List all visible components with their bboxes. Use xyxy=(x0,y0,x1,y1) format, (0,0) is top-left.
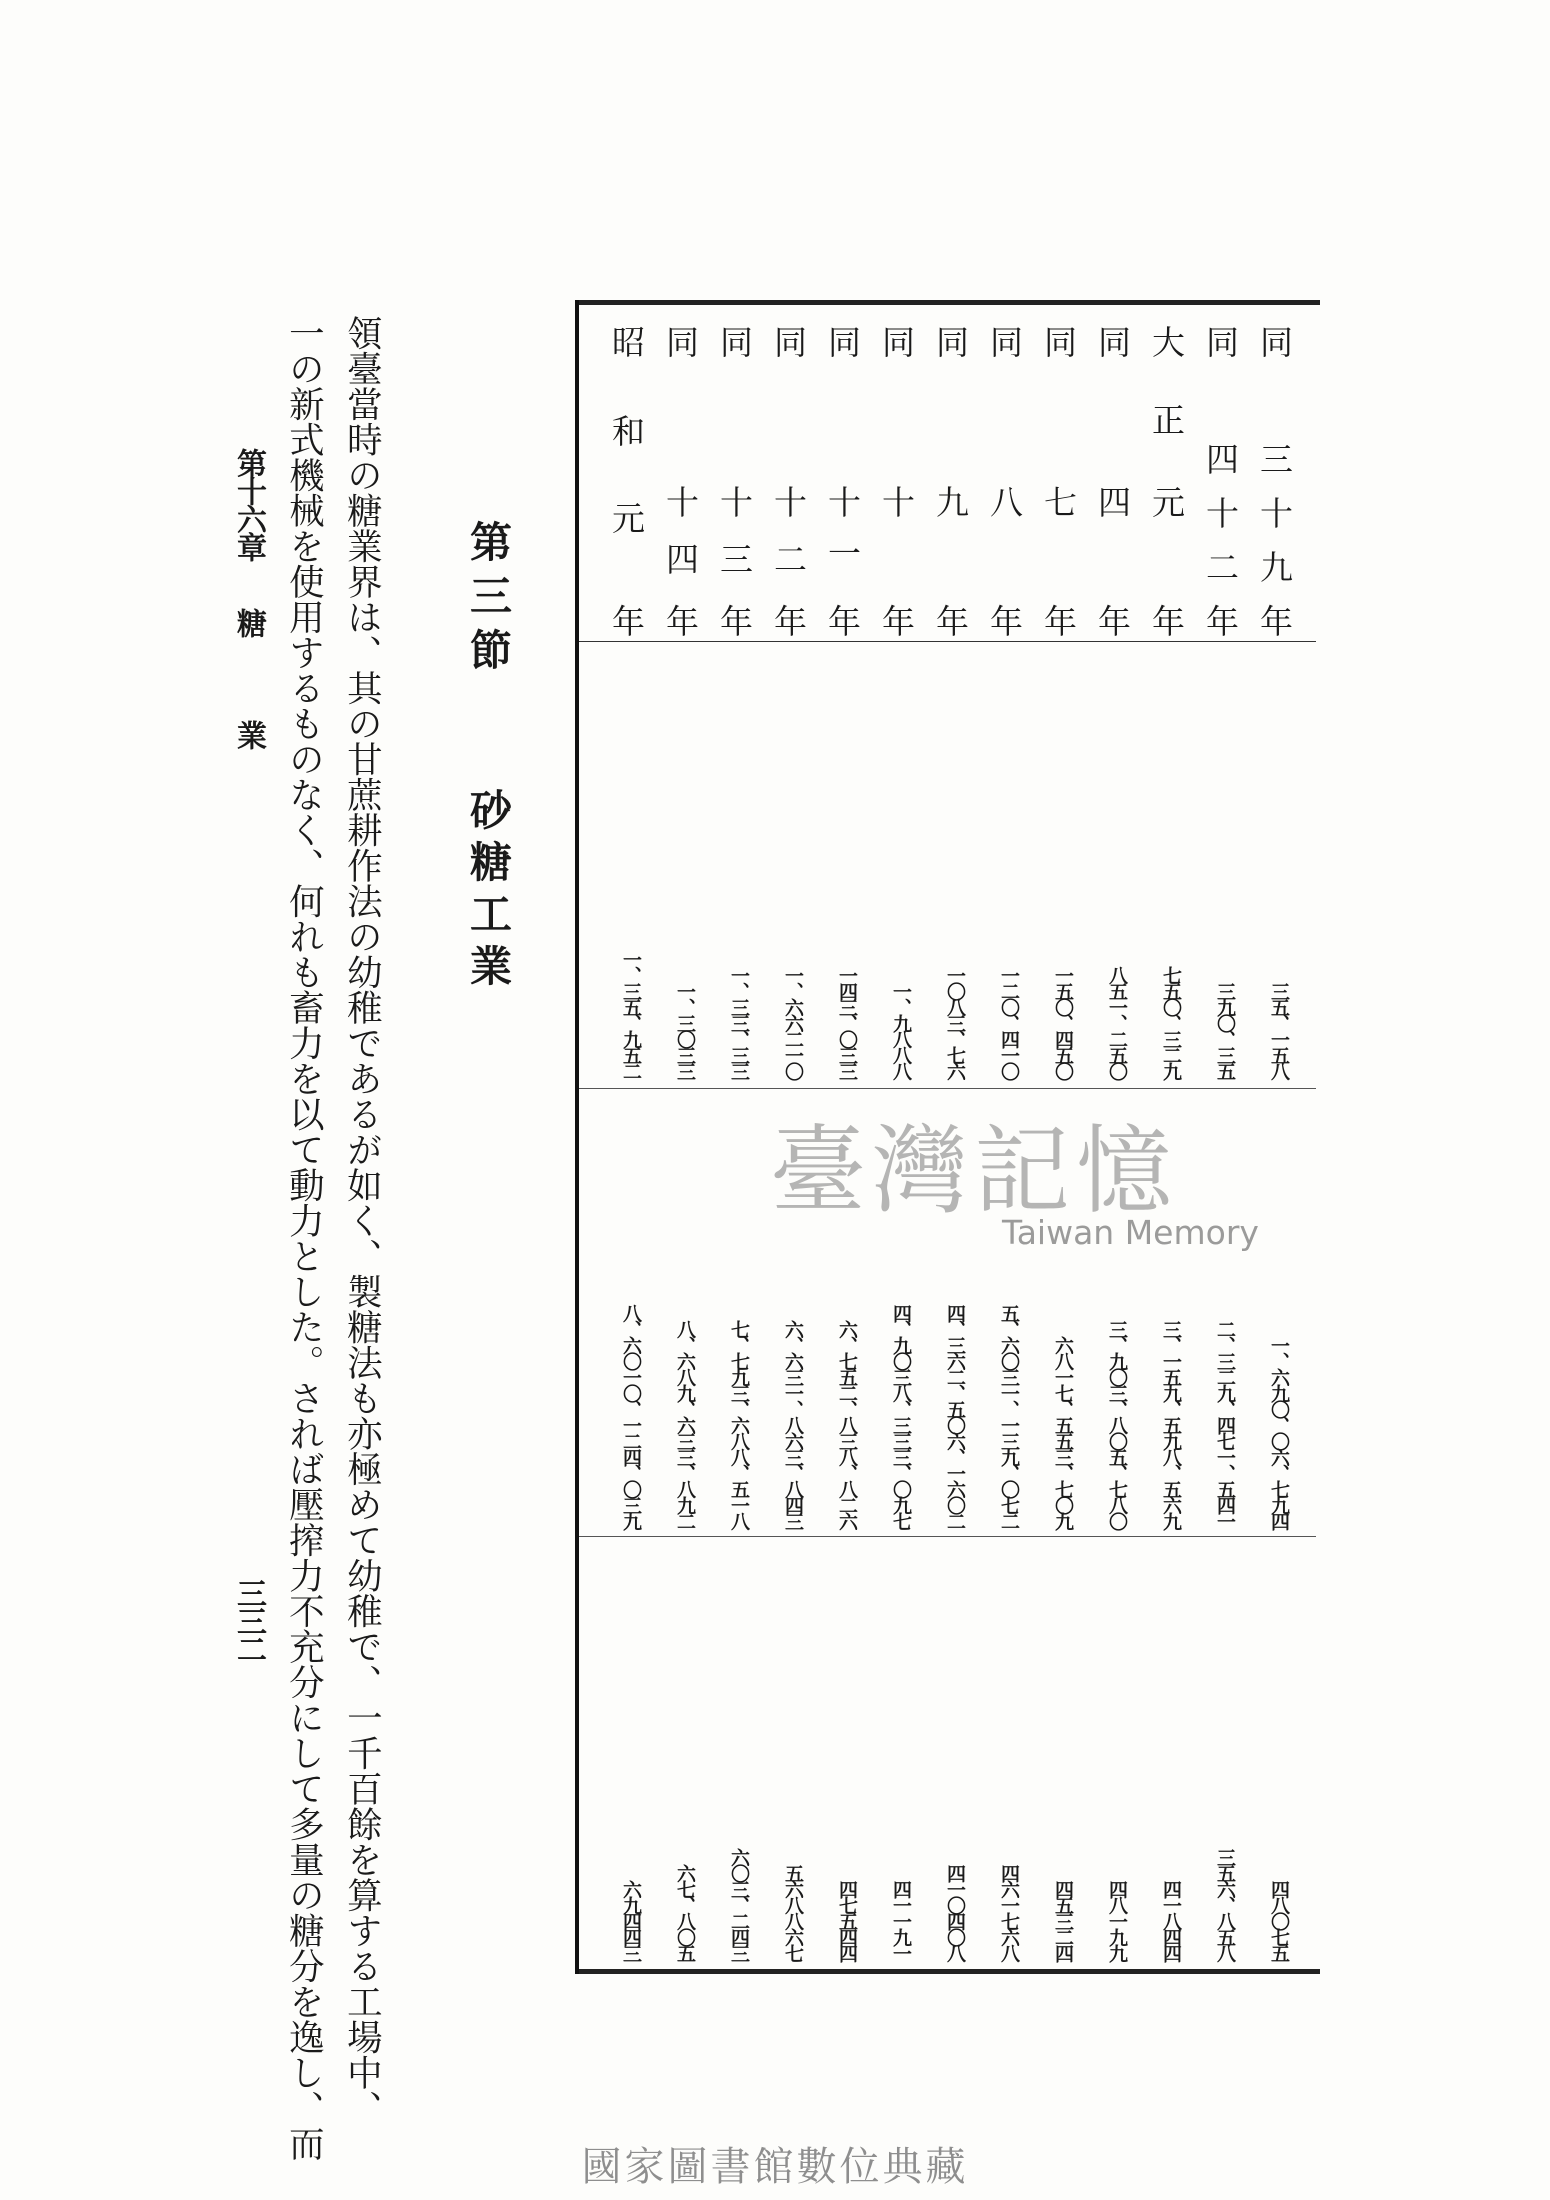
year-char: 三 xyxy=(1255,442,1294,475)
table-cell: 四五三二四 xyxy=(1052,1880,1074,1960)
year-char: 正 xyxy=(1147,403,1186,436)
year-char: 九 xyxy=(931,485,970,518)
year-char: 十 xyxy=(769,485,808,518)
year-char: 同 xyxy=(1039,325,1078,358)
year-char: 一 xyxy=(823,536,862,569)
table-row-year xyxy=(985,318,1040,638)
year-char: 年 xyxy=(1201,604,1240,637)
year-char: 和 xyxy=(607,414,646,447)
table-cell: 一二〇、四一〇 xyxy=(998,966,1020,1078)
table-row-year xyxy=(931,318,986,638)
section-title: 砂糖工業 xyxy=(464,788,513,996)
year-char: 同 xyxy=(931,325,970,358)
table-cell: 一五〇、四五〇 xyxy=(1052,966,1074,1078)
year-char: 同 xyxy=(661,325,700,358)
page-number: 三三二 xyxy=(231,1578,266,1662)
year-char: 年 xyxy=(931,604,970,637)
year-char: 年 xyxy=(985,604,1024,637)
table-cell: 一四三、〇三三 xyxy=(836,966,858,1078)
table-cell: 四一〇四〇八 xyxy=(944,1864,966,1960)
running-head-topic: 糖 xyxy=(231,608,266,638)
year-char: 二 xyxy=(1201,550,1240,583)
year-char: 年 xyxy=(1255,604,1294,637)
year-char: 年 xyxy=(715,604,754,637)
year-char: 七 xyxy=(1039,485,1078,518)
watermark xyxy=(770,1095,1259,1265)
table-cell: 三、一五九、五九八、五六九 xyxy=(1160,1320,1182,1528)
table-row-year xyxy=(1039,318,1094,638)
table-cell: 六九四四三 xyxy=(620,1880,642,1960)
table-cell: 一、九八八八 xyxy=(890,982,912,1078)
table-row-year xyxy=(661,318,716,638)
year-char: 同 xyxy=(985,325,1024,358)
year-char: 十 xyxy=(877,485,916,518)
table-top-rule xyxy=(575,300,1320,305)
year-char: 年 xyxy=(877,604,916,637)
year-char: 同 xyxy=(715,325,754,358)
year-char: 十 xyxy=(661,485,700,518)
table-cell: 八、六八九、六三三、八九二 xyxy=(674,1320,696,1528)
table-row-year xyxy=(877,318,932,638)
year-char: 十 xyxy=(1201,496,1240,529)
table-cell: 一、三五、九五二 xyxy=(620,950,642,1078)
table-cell: 一、三〇三三 xyxy=(674,982,696,1078)
year-char: 同 xyxy=(1255,325,1294,358)
year-char: 年 xyxy=(607,604,646,637)
table-cell: 五六八八六七 xyxy=(782,1864,804,1960)
table-row-year xyxy=(1201,318,1256,638)
table-cell: 四一八四四 xyxy=(1160,1880,1182,1960)
running-head-topic: 業 xyxy=(231,720,266,750)
chapter-running-head: 第十六章 xyxy=(231,448,266,560)
column-divider-1 xyxy=(579,1088,1316,1089)
table-row-year xyxy=(1093,318,1148,638)
year-char: 十 xyxy=(1255,496,1294,529)
table-row-year xyxy=(769,318,824,638)
year-char: 大 xyxy=(1147,325,1186,358)
year-char: 八 xyxy=(985,485,1024,518)
table-cell: 一、三三、三三 xyxy=(728,966,750,1078)
year-char: 元 xyxy=(607,501,646,534)
table-cell: 四八一九九 xyxy=(1106,1880,1128,1960)
table-cell: 三、九〇三、八〇五、七八〇 xyxy=(1106,1320,1128,1528)
table-cell: 四、三六二、五〇六、一六〇二 xyxy=(944,1304,966,1528)
table-cell: 八五一、二五〇 xyxy=(1106,966,1128,1078)
year-char: 同 xyxy=(877,325,916,358)
year-char: 四 xyxy=(661,542,700,575)
watermark-title: 臺灣記憶 xyxy=(770,1115,1178,1227)
table-cell: 一、六六二一〇 xyxy=(782,966,804,1078)
table-row-year xyxy=(1147,318,1202,638)
year-char: 九 xyxy=(1255,550,1294,583)
table-cell: 三五、一五八 xyxy=(1268,982,1290,1078)
table-left-rule xyxy=(575,300,579,1974)
table-cell: 六、七五二、八三八、八二六 xyxy=(836,1320,858,1528)
year-char: 十 xyxy=(823,485,862,518)
table-row-year xyxy=(607,318,662,638)
table-cell: 八、六〇一〇、一二四、〇三九 xyxy=(620,1304,642,1528)
section-number: 第三節 xyxy=(464,520,513,682)
table-row-year xyxy=(1255,318,1310,638)
year-char: 四 xyxy=(1093,485,1132,518)
table-cell: 四六一七六八 xyxy=(998,1864,1020,1960)
year-char: 同 xyxy=(1201,325,1240,358)
table-cell: 四、九〇三八、三三三、〇九七 xyxy=(890,1304,912,1528)
year-char: 同 xyxy=(769,325,808,358)
year-char: 同 xyxy=(823,325,862,358)
table-cell: 七、七九三、六八八、五一八 xyxy=(728,1320,750,1528)
table-row-year xyxy=(715,318,770,638)
table-cell: 六〇三、二四三 xyxy=(728,1848,750,1960)
header-divider xyxy=(579,641,1316,642)
table-cell: 三五六、八五八 xyxy=(1214,1848,1236,1960)
year-char: 年 xyxy=(1147,604,1186,637)
table-cell: 六、六三一、八六三、八四三 xyxy=(782,1320,804,1528)
table-cell: 七五〇、三二九 xyxy=(1160,966,1182,1078)
table-cell: 一、六九〇、〇六、七九四 xyxy=(1268,1336,1290,1528)
year-char: 同 xyxy=(1093,325,1132,358)
table-bottom-rule xyxy=(575,1969,1320,1974)
table-cell: 六八一七、五五三、七〇九 xyxy=(1052,1336,1074,1528)
table-cell: 四一一九一 xyxy=(890,1880,912,1960)
year-char: 元 xyxy=(1147,485,1186,518)
year-char: 年 xyxy=(661,604,700,637)
year-char: 二 xyxy=(769,542,808,575)
year-char: 四 xyxy=(1201,442,1240,475)
body-text-line: 領臺當時の糖業界は、其の甘蔗耕作法の幼稚であるが如く、製糖法も亦極めて幼稚で、一千百餘を算する工場中、 xyxy=(341,315,383,2126)
year-char: 年 xyxy=(1093,604,1132,637)
year-char: 年 xyxy=(823,604,862,637)
table-cell: 四七五四四 xyxy=(836,1880,858,1960)
watermark-subtitle: Taiwan Memory xyxy=(1002,1213,1259,1252)
year-char: 年 xyxy=(1039,604,1078,637)
table-cell: 三九〇、三五 xyxy=(1214,982,1236,1078)
table-cell: 四八〇七五 xyxy=(1268,1880,1290,1960)
table-cell: 六七、八〇五 xyxy=(674,1864,696,1960)
table-cell: 一〇八三、七六 xyxy=(944,966,966,1078)
year-char: 年 xyxy=(769,604,808,637)
year-char: 十 xyxy=(715,485,754,518)
year-char: 三 xyxy=(715,542,754,575)
table-cell: 五、六〇三一、一三九、〇七二 xyxy=(998,1304,1020,1528)
archive-footer: 國家圖書館數位典藏 xyxy=(581,2144,969,2190)
table-cell: 二、三二九、四七一、五四一 xyxy=(1214,1320,1236,1528)
table-row-year xyxy=(823,318,878,638)
body-text-line: 一の新式機械を使用するものなく、何れも畜力を以て動力とした。されば壓搾力不充分にして多量の糖分を逸し、而 xyxy=(283,315,325,2161)
year-char: 昭 xyxy=(607,325,646,358)
column-divider-2 xyxy=(579,1536,1316,1537)
